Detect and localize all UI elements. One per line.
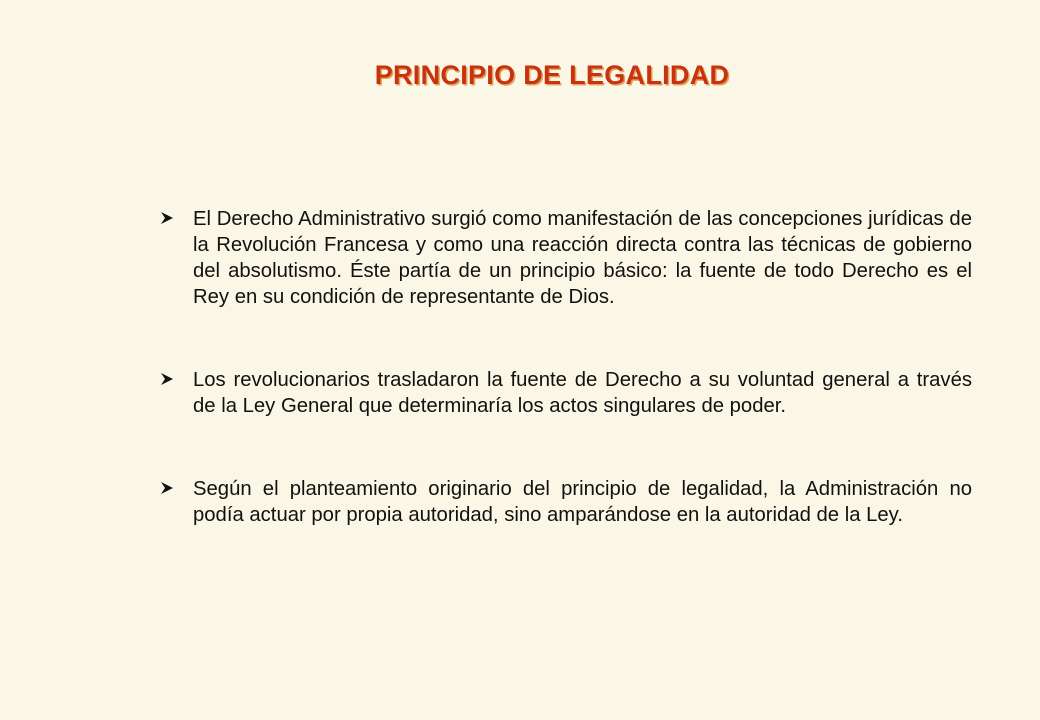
bullet-item bbox=[160, 206, 972, 310]
arrowhead-bullet-icon bbox=[160, 372, 174, 386]
bullet-list bbox=[160, 206, 972, 585]
arrowhead-bullet-icon bbox=[160, 481, 174, 495]
arrowhead-bullet-icon bbox=[160, 211, 174, 225]
bullet-item bbox=[160, 367, 972, 419]
bullet-text: Los revolucionarios trasladaron la fuente de Derecho a su voluntad general a través de la Ley General que determinaría los actos singulares de poder. bbox=[193, 369, 972, 417]
bullet-item bbox=[160, 476, 972, 528]
bullet-text: Según el planteamiento originario del principio de legalidad, la Administración no podía actuar por propia autoridad, sino amparándose en la autoridad de la Ley. bbox=[193, 478, 972, 526]
bullet-text: El Derecho Administrativo surgió como manifestación de las concepciones jurídicas de la Revolución Francesa y como una reacción directa contra las técnicas de gobierno del absolutismo. Éste partía de un principio básico: la fuente de todo Derecho es el Rey en su condición de representante de Dios. bbox=[193, 208, 972, 308]
slide-title: PRINCIPIO DE LEGALIDAD bbox=[374, 60, 730, 90]
